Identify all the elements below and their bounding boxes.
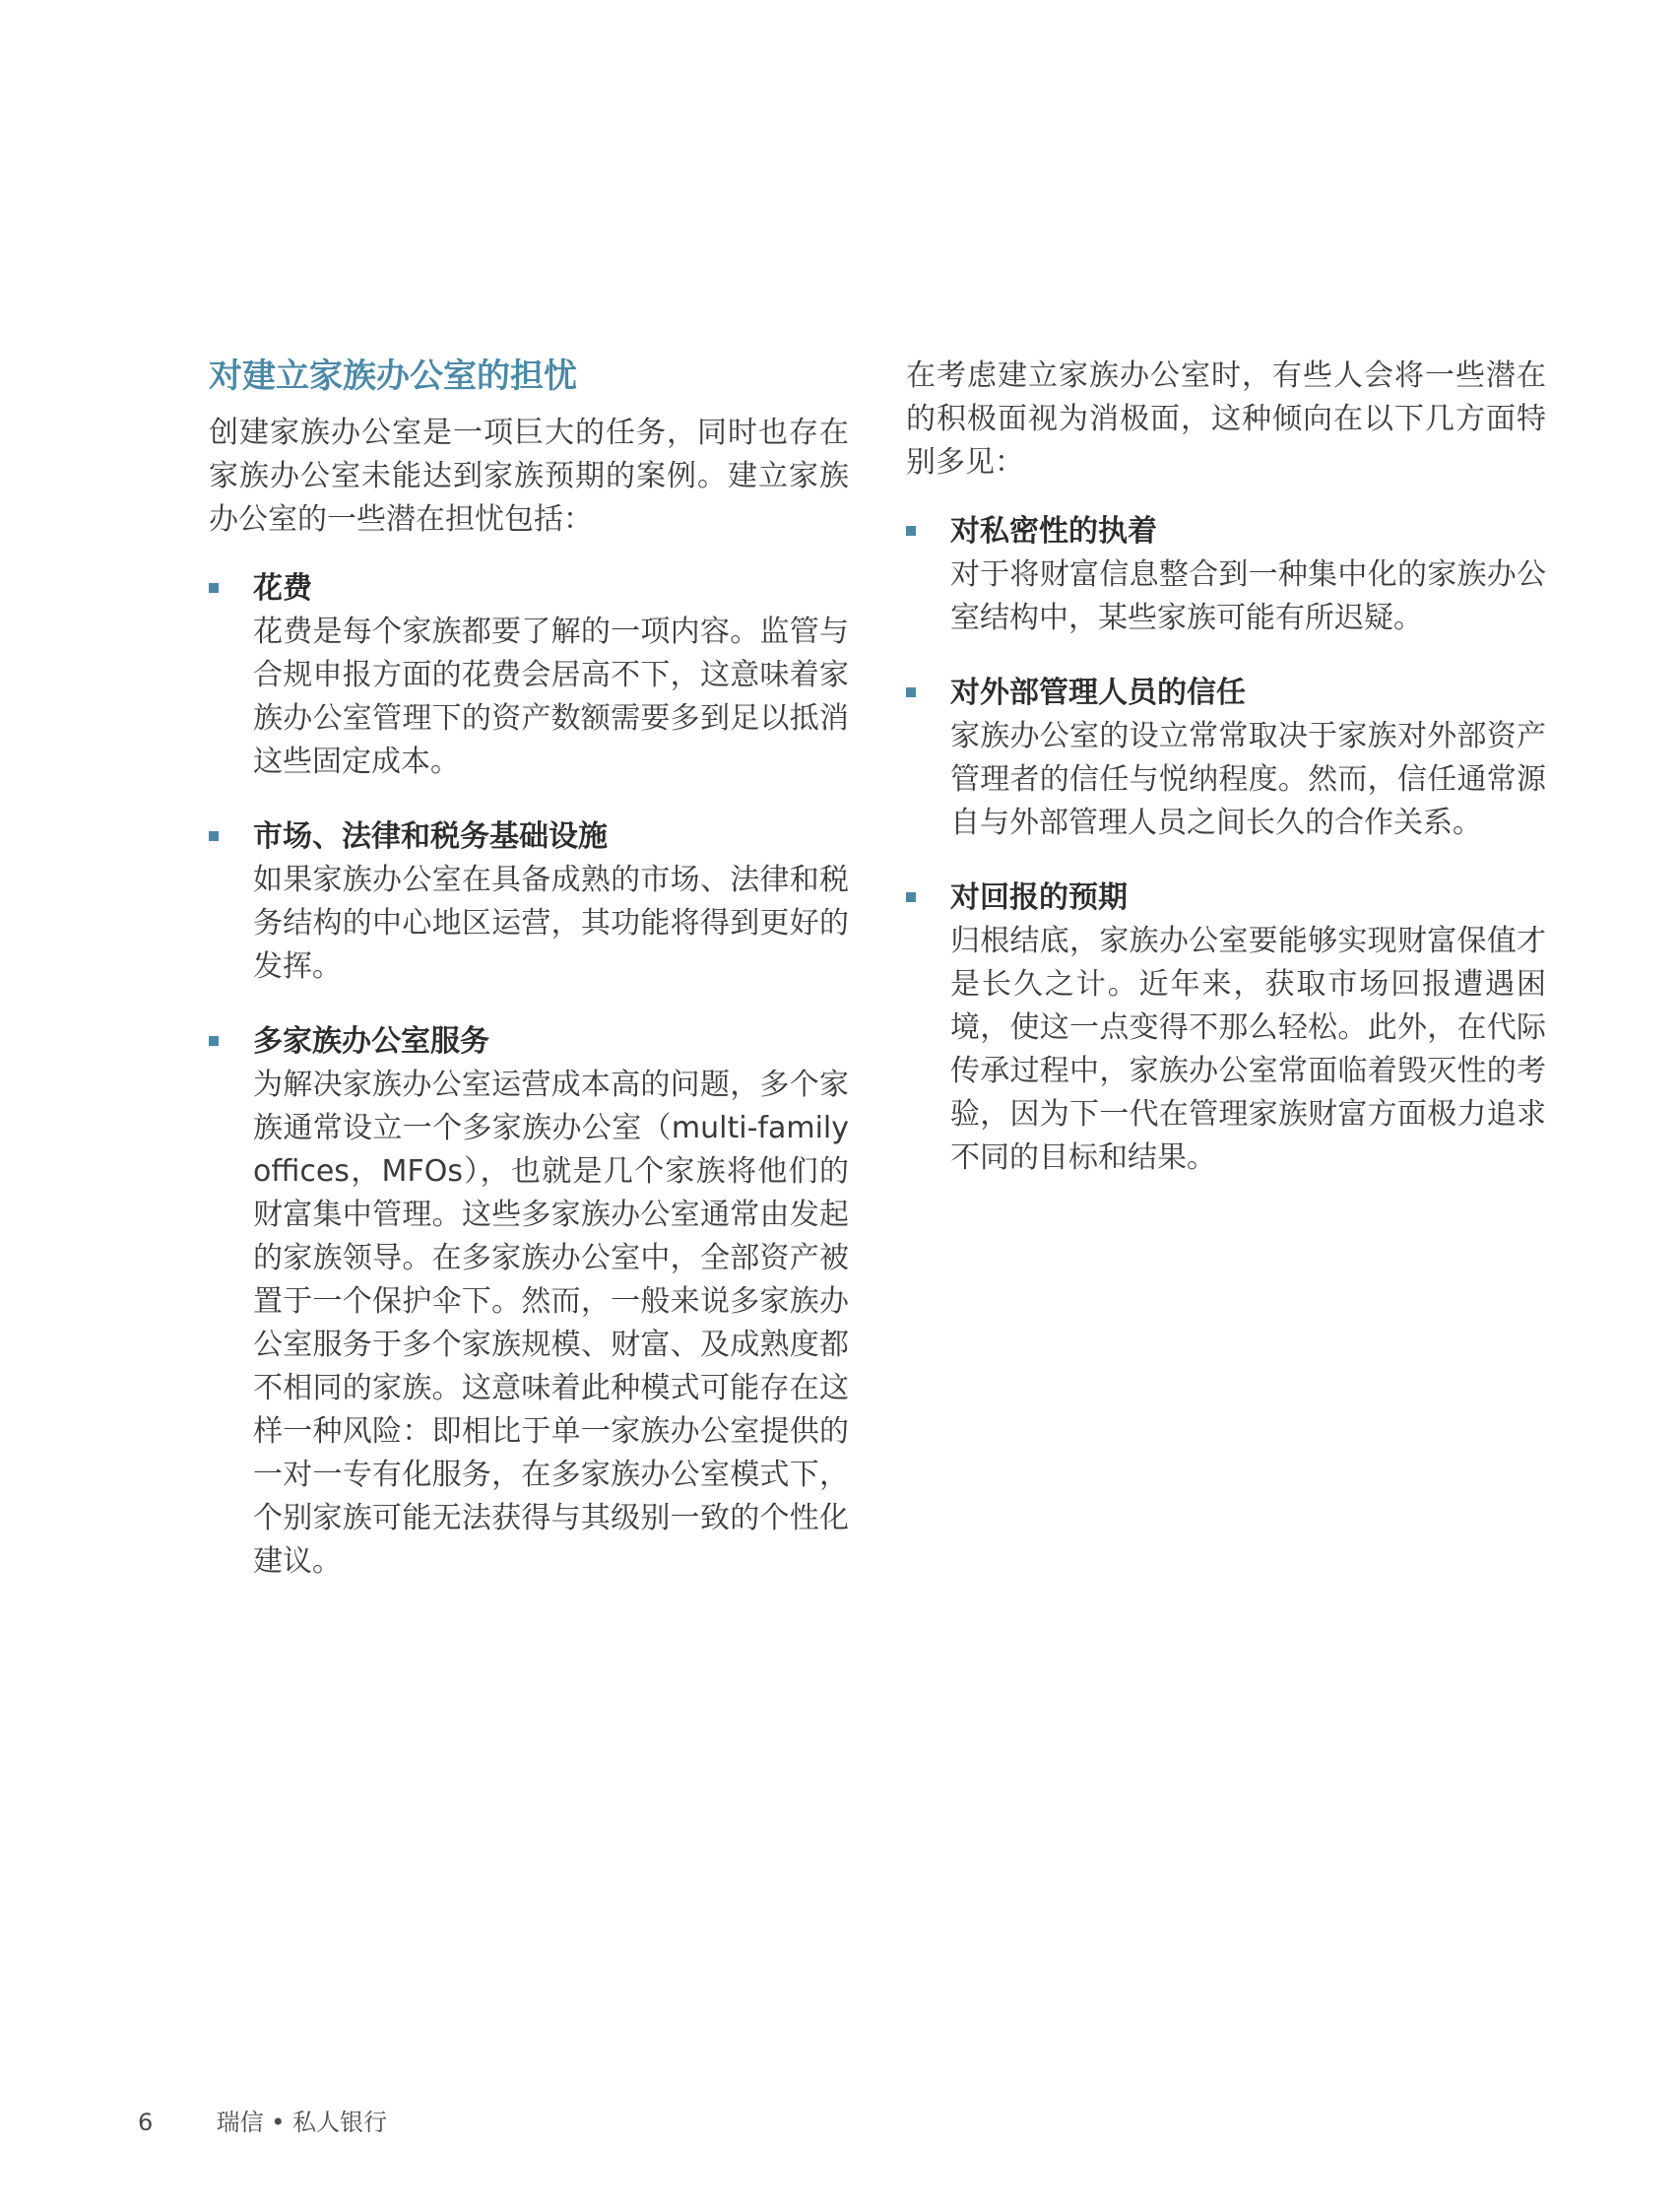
bullet-square-icon — [209, 583, 219, 593]
list-item — [906, 672, 1546, 845]
page-number: 6 — [138, 2109, 154, 2136]
item-body: 为解决家族办公室运营成本高的问题，多个家族通常设立一个多家族办公室（multi-family offices，MFOs），也就是几个家族将他们的财富集中管理。这些多家族办公室通常由发起的家族领导。在多家族办公室中，全部资产被置于一个保护伞下。然而，一般来说多家族办公室服务于多个家族规模、财富、及成熟度都不相同的家族。这意味着此种模式可能存在这样一种风险：即相比于单一家族办公室提供的一对一专有化服务，在多家族办公室模式下，个别家族可能无法获得与其级别一致的个性化建议。 — [253, 1068, 849, 1580]
page-footer — [138, 2103, 387, 2137]
item-body: 家族办公室的设立常常取决于家族对外部资产管理者的信任与悦纳程度。然而，信任通常源自与外部管理人员之间长久的合作关系。 — [950, 719, 1546, 840]
item-title: 对私密性的执着 — [950, 514, 1157, 549]
right-column — [906, 355, 1546, 1211]
list-item — [209, 815, 849, 989]
item-body: 归根结底，家族办公室要能够实现财富保值才是长久之计。近年来，获取市场回报遭遇困境，使这一点变得不那么轻松。此外，在代际传承过程中，家族办公室常面临着毁灭性的考验，因为下一代在管理家族财富方面极力追求不同的目标和结果。 — [950, 924, 1546, 1175]
item-title: 多家族办公室服务 — [253, 1024, 489, 1060]
item-title: 对外部管理人员的信任 — [950, 676, 1246, 710]
list-item — [209, 567, 849, 784]
section-heading: 对建立家族办公室的担忧 — [209, 357, 577, 396]
bullet-square-icon — [906, 687, 916, 697]
item-title: 对回报的预期 — [950, 880, 1128, 915]
left-column — [209, 355, 849, 1615]
right-intro: 在考虑建立家族办公室时，有些人会将一些潜在的积极面视为消极面，这种倾向在以下几方面特别多见： — [906, 358, 1546, 480]
bullet-square-icon — [209, 1036, 219, 1046]
item-body: 对于将财富信息整合到一种集中化的家族办公室结构中，某些家族可能有所迟疑。 — [950, 557, 1546, 635]
item-title: 市场、法律和税务基础设施 — [253, 819, 608, 855]
list-item — [906, 877, 1546, 1180]
footer-brand: 瑞信 • 私人银行 — [216, 2109, 388, 2136]
list-item — [906, 510, 1546, 640]
bullet-square-icon — [906, 526, 916, 536]
left-intro: 创建家族办公室是一项巨大的任务，同时也存在家族办公室未能达到家族预期的案例。建立家族办公室的一些潜在担忧包括： — [209, 416, 849, 538]
bullet-square-icon — [906, 892, 916, 902]
list-item — [209, 1020, 849, 1584]
bullet-square-icon — [209, 831, 219, 841]
item-body: 如果家族办公室在具备成熟的市场、法律和税务结构的中心地区运营，其功能将得到更好的发挥。 — [253, 863, 849, 985]
item-body: 花费是每个家族都要了解的一项内容。监管与合规申报方面的花费会居高不下，这意味着家族办公室管理下的资产数额需要多到足以抵消这些固定成本。 — [253, 615, 849, 780]
item-title: 花费 — [253, 571, 312, 607]
